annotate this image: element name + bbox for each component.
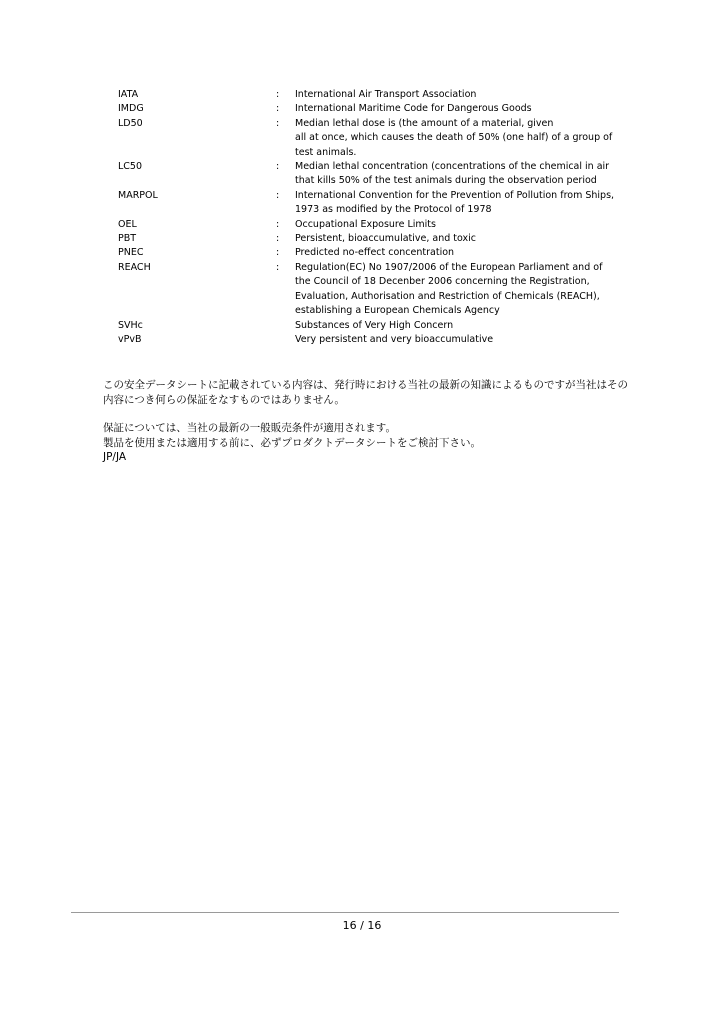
definition-line: Median lethal concentration (concentrations of the chemical in air: [295, 161, 610, 173]
definition-line: the Council of 18 Decenber 2006 concerning the Registration,: [295, 276, 590, 288]
abbreviation-definition: [295, 246, 678, 260]
definition-line: Persistent, bioaccumulative, and toxic: [295, 233, 477, 245]
abbreviation-term: LC50: [118, 161, 143, 173]
definition-line: Median lethal dose is (the amount of a material, given: [295, 117, 554, 129]
disclaimer-line: この安全データシートに記載されている内容は、発行時における当社の最新の知識によるものですが当社はその: [103, 379, 628, 391]
abbreviation-definition: [295, 261, 678, 319]
abbreviation-row: [118, 160, 678, 189]
abbreviation-term: OEL: [118, 218, 137, 230]
definition-line: Substances of Very High Concern: [295, 319, 454, 331]
abbreviation-definition: [295, 117, 678, 160]
abbreviation-separator: :: [276, 161, 280, 173]
abbreviation-separator: :: [276, 89, 280, 100]
abbreviation-term: SVHc: [118, 319, 143, 331]
warranty-line: 保証については、当社の最新の一般販売条件が適用されます。: [103, 422, 396, 434]
abbreviation-separator: [276, 319, 295, 333]
abbreviation-term: vPvB: [118, 333, 142, 345]
abbreviation-term: LD50: [118, 117, 143, 129]
abbreviation-term: MARPOL: [118, 189, 158, 201]
abbreviation-definition: [295, 160, 678, 189]
abbreviation-row: [118, 232, 678, 246]
definition-line: Evaluation, Authorisation and Restriction of Chemicals (REACH),: [295, 290, 600, 302]
abbreviation-definition: [295, 218, 678, 232]
definition-line: Occupational Exposure Limits: [295, 218, 436, 230]
definition-line: Regulation(EC) No 1907/2006 of the European Parliament and of: [295, 261, 603, 273]
footer-divider: [71, 912, 619, 913]
abbreviation-row: [118, 246, 678, 260]
definition-line: all at once, which causes the death of 50% (one half) of a group of: [295, 132, 613, 144]
abbreviation-separator: :: [276, 233, 280, 245]
abbreviation-term: PNEC: [118, 247, 144, 259]
abbreviation-row: [118, 319, 678, 333]
abbreviation-separator: :: [276, 189, 280, 201]
abbreviation-separator: [276, 333, 295, 347]
abbreviation-definition: [295, 232, 678, 246]
abbreviation-definition: [295, 319, 678, 333]
abbreviation-definition: [295, 189, 678, 218]
definition-line: that kills 50% of the test animals during the observation period: [295, 175, 597, 187]
abbreviation-row: [118, 218, 678, 232]
abbreviation-term: IATA: [118, 89, 139, 100]
abbreviation-separator: :: [276, 218, 280, 230]
disclaimer-paragraph: [103, 378, 663, 407]
definition-line: Very persistent and very bioaccumulative: [295, 333, 494, 345]
abbreviation-definition: [295, 88, 678, 102]
locale-code: JP/JA: [103, 451, 127, 463]
abbreviation-row: [118, 189, 678, 218]
abbreviation-row: [118, 102, 678, 116]
definition-line: International Air Transport Association: [295, 89, 477, 100]
definition-line: test animals.: [295, 146, 357, 158]
abbreviation-definition: [295, 333, 678, 347]
definition-line: establishing a European Chemicals Agency: [295, 305, 500, 317]
abbreviation-term: PBT: [118, 233, 137, 245]
abbreviation-separator: :: [276, 261, 280, 273]
definition-line: International Convention for the Prevention of Pollution from Ships,: [295, 189, 615, 201]
abbreviation-row: [118, 333, 678, 347]
definition-line: Predicted no-effect concentration: [295, 247, 455, 259]
page-number: 16 / 16: [342, 919, 382, 932]
abbreviation-separator: :: [276, 117, 280, 129]
abbreviation-term: IMDG: [118, 103, 144, 115]
definition-line: 1973 as modified by the Protocol of 1978: [295, 204, 492, 216]
disclaimer-line: 内容につき何らの保証をなすものではありません。: [103, 393, 345, 406]
warranty-paragraph: [103, 421, 663, 465]
abbreviation-separator: :: [276, 103, 280, 115]
abbreviation-list: [118, 88, 678, 347]
disclaimer-notes: [103, 378, 663, 479]
definition-line: International Maritime Code for Dangerous Goods: [295, 103, 532, 115]
abbreviation-separator: :: [276, 247, 280, 259]
abbreviation-row: [118, 261, 678, 319]
product-datasheet-line: 製品を使用または適用する前に、必ずプロダクトデータシートをご検討下さい。: [103, 436, 481, 449]
abbreviation-row: [118, 117, 678, 160]
abbreviation-row: [118, 88, 678, 102]
abbreviation-term: REACH: [118, 261, 151, 273]
abbreviation-definition: [295, 102, 678, 116]
